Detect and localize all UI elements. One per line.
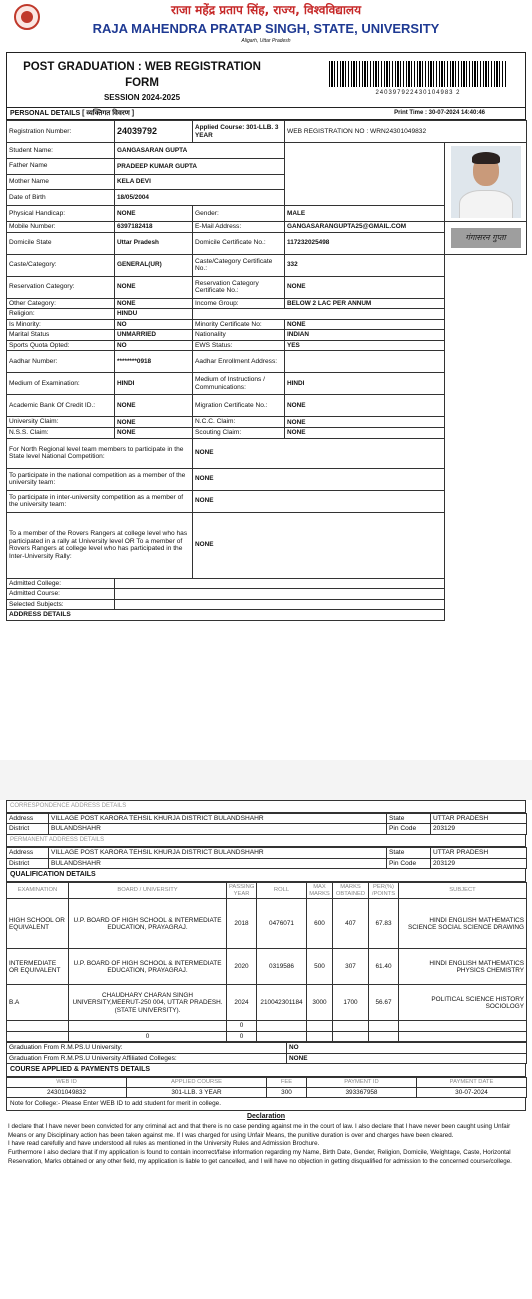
sports-value: NO	[115, 340, 193, 351]
form-title: POST GRADUATION : WEB REGISTRATION FORM	[23, 61, 261, 90]
pincode-label: Pin Code	[387, 858, 431, 869]
photo-cell	[445, 143, 527, 222]
col-header: ROLL	[257, 883, 307, 899]
print-row	[6, 108, 526, 120]
university-header	[6, 0, 526, 52]
minority-value: NO	[115, 319, 193, 330]
payment-table	[6, 1077, 527, 1098]
domicile-cert-label: Domicile Certificate No.:	[193, 232, 285, 254]
col-header: PER(%) /POINTS	[369, 883, 399, 899]
table-row	[7, 1031, 527, 1041]
cell: 0319586	[257, 949, 307, 985]
section-personal-title: PERSONAL DETAILS [ व्यक्तिगत विवरण ]	[10, 110, 135, 117]
university-claim-value: NONE	[115, 417, 193, 428]
print-time: Print Time : 30-07-2024 14:40:46	[394, 110, 485, 116]
medium-value: HINDI	[115, 373, 193, 395]
table-row	[7, 1021, 527, 1031]
district-label: District	[7, 824, 49, 835]
table-row	[7, 899, 527, 949]
cell: HIGH SCHOOL OR EQUIVALENT	[7, 899, 69, 949]
page-gap	[0, 760, 532, 800]
table-row	[7, 1053, 527, 1064]
q2-value: NONE	[193, 468, 445, 490]
permanent-address-title: PERMANENT ADDRESS DETAILS	[6, 835, 526, 847]
col-header: PAYMENT ID	[307, 1078, 417, 1088]
table-row	[7, 1088, 527, 1098]
cell: 307	[333, 949, 369, 985]
declaration-paragraph: I have read carefully and have understood all rules as mentioned in the University Rules and Admission Brochure.	[8, 1140, 320, 1148]
reg-value: 24039792	[115, 121, 193, 143]
cell: 61.40	[369, 949, 399, 985]
university-location: Aligarh, Uttar Pradesh	[241, 38, 291, 44]
qualification-table	[6, 882, 527, 1042]
cell	[307, 1021, 333, 1031]
perm-state-value: UTTAR PRADESH	[431, 847, 527, 858]
table-row	[7, 222, 527, 233]
q4-label: To a member of the Rovers Rangers at college level who has participated in a rally at University level OR To a member of Rovers Rangers at college level who has participated in the Inter-University Rally:	[7, 512, 193, 578]
payment-title: COURSE APPLIED & PAYMENTS DETAILS	[6, 1064, 526, 1077]
cell: 393367958	[307, 1088, 417, 1098]
cell: 0	[227, 1031, 257, 1041]
caste-cert-value: 332	[285, 254, 445, 276]
q1-label: For North Regional level team members to participate in the State level National Competition:	[7, 438, 193, 468]
cell: 67.83	[369, 899, 399, 949]
col-header: MAX MARKS	[307, 883, 333, 899]
student-photo	[451, 146, 521, 218]
marital-label: Marital Status	[7, 330, 115, 341]
correspondence-address-table	[6, 813, 527, 835]
col-header: PAYMENT DATE	[417, 1078, 527, 1088]
cell	[333, 1031, 369, 1041]
applied-course: Applied Course: 301-LLB. 3 YEAR	[193, 121, 285, 143]
selected-subjects-label: Selected Subjects:	[7, 599, 115, 610]
cell	[399, 1021, 527, 1031]
cell: 300	[267, 1088, 307, 1098]
migration-label: Migration Certificate No.:	[193, 395, 285, 417]
minority-cert-label: Minority Certificate No:	[193, 319, 285, 330]
table-row	[7, 143, 527, 159]
table-row	[7, 1043, 527, 1054]
migration-value: NONE	[285, 395, 445, 417]
gender-label: Gender:	[193, 206, 285, 222]
cell: 56.67	[369, 985, 399, 1021]
aadhar-label: Aadhar Number:	[7, 351, 115, 373]
graduation-table	[6, 1042, 527, 1064]
cell: 3000	[307, 985, 333, 1021]
cell: U.P. BOARD OF HIGH SCHOOL & INTERMEDIATE EDUCATION, PRAYAGRAJ.	[69, 949, 227, 985]
medium-instruction-value: HINDI	[285, 373, 445, 395]
reservation-value: NONE	[115, 276, 193, 298]
declaration-paragraph: I declare that I have never been convicted for any criminal act and that there is no case pending against me in the court of law. I also declare that I have never been caught using Unfair Means or any Disciplinary action has been taken against me. If I was charged for using Unfair Means, the punitive duration is over and charges have been cleared.	[8, 1122, 511, 1139]
dob-label: Date of Birth	[7, 190, 115, 206]
cell: 2020	[227, 949, 257, 985]
ews-label: EWS Status:	[193, 340, 285, 351]
mobile-label: Mobile Number:	[7, 222, 115, 233]
ncc-label: N.C.C. Claim:	[193, 417, 285, 428]
table-row	[7, 985, 527, 1021]
minority-label: Is Minority:	[7, 319, 115, 330]
registration-form-page-1	[6, 0, 526, 760]
corr-address-value: VILLAGE POST KARORA TEHSIL KHURJA DISTRICT BULANDSHAHR	[49, 813, 387, 824]
cell	[369, 1031, 399, 1041]
cell	[7, 1031, 69, 1041]
q4-value: NONE	[193, 512, 445, 578]
state-label: State	[387, 813, 431, 824]
cell: HINDI ENGLISH MATHEMATICS PHYSICS CHEMISTRY	[399, 949, 527, 985]
pincode-label: Pin Code	[387, 824, 431, 835]
marital-value: UNMARRIED	[115, 330, 193, 341]
cell	[69, 1021, 227, 1031]
scouting-value: NONE	[285, 428, 445, 439]
perm-district-value: BULANDSHAHR	[49, 858, 387, 869]
permanent-address-table	[6, 847, 527, 869]
cell	[307, 1031, 333, 1041]
registration-form-page-2	[6, 800, 526, 1295]
col-header: APPLIED COURSE	[127, 1078, 267, 1088]
email-value: GANGASARANGUPTA25@GMAIL.COM	[285, 222, 445, 233]
col-header: FEE	[267, 1078, 307, 1088]
reg-label: Registration Number:	[7, 121, 115, 143]
signature-cell	[445, 222, 527, 255]
state-label: State	[387, 847, 431, 858]
mother-name-label: Mother Name	[7, 174, 115, 190]
table-header-row	[7, 883, 527, 899]
university-claim-label: University Claim:	[7, 417, 115, 428]
correspondence-address-title: CORRESPONDENCE ADDRESS DETAILS	[6, 800, 526, 813]
student-name-label: Student Name:	[7, 143, 115, 159]
cell: 2018	[227, 899, 257, 949]
corr-district-value: BULANDSHAHR	[49, 824, 387, 835]
declaration-section	[6, 1111, 526, 1167]
father-name-value: PRADEEP KUMAR GUPTA	[115, 158, 285, 174]
university-name-hindi: राजा महेंद्र प्रताप सिंह, राज्य, विश्वविद्यालय	[170, 3, 362, 17]
university-name-english: RAJA MAHENDRA PRATAP SINGH, STATE, UNIVERSITY	[92, 21, 440, 36]
mobile-value: 6397182418	[115, 222, 193, 233]
email-label: E-Mail Address:	[193, 222, 285, 233]
scouting-label: Scouting Claim:	[193, 428, 285, 439]
session-label: SESSION 2024-2025	[103, 93, 181, 102]
cell: B.A	[7, 985, 69, 1021]
table-row	[7, 254, 527, 276]
cell: INTERMEDIATE OR EQUIVALENT	[7, 949, 69, 985]
dob-value: 18/05/2004	[115, 190, 285, 206]
cell: 0476071	[257, 899, 307, 949]
district-label: District	[7, 858, 49, 869]
domicile-value: Uttar Pradesh	[115, 232, 193, 254]
reservation-cert-value: NONE	[285, 276, 445, 298]
domicile-cert-value: 117232025498	[285, 232, 445, 254]
declaration-title: Declaration	[246, 1112, 286, 1120]
grad-rmpsu-label: Graduation From R.M.PS.U University:	[7, 1043, 287, 1054]
reservation-label: Reservation Category:	[7, 276, 115, 298]
minority-cert-value: NONE	[285, 319, 445, 330]
nationality-value: INDIAN	[285, 330, 445, 341]
father-name-label: Father Name	[7, 158, 115, 174]
address-details-title: ADDRESS DETAILS	[7, 610, 445, 621]
cell	[399, 1031, 527, 1041]
cell: CHAUDHARY CHARAN SINGH UNIVERSITY,MEERUT-250 004, UTTAR PRADESH. (STATE UNIVERSITY).	[69, 985, 227, 1021]
col-header: WEB ID	[7, 1078, 127, 1088]
q2-label: To participate in the national competition as a member of the university team:	[7, 468, 193, 490]
address-label: Address	[7, 847, 49, 858]
aadhar-enrollment-label: Aadhar Enrollment Address:	[193, 351, 285, 373]
perm-pincode-value: 203129	[431, 858, 527, 869]
handicap-value: NONE	[115, 206, 193, 222]
cell: 30-07-2024	[417, 1088, 527, 1098]
col-header: BOARD / UNIVERSITY	[69, 883, 227, 899]
ncc-value: NONE	[285, 417, 445, 428]
cell: POLITICAL SCIENCE HISTORY SOCIOLOGY	[399, 985, 527, 1021]
barcode	[329, 61, 507, 87]
cell: 0	[227, 1021, 257, 1031]
cell: HINDI ENGLISH MATHEMATICS SCIENCE SOCIAL SCIENCE DRAWING	[399, 899, 527, 949]
corr-pincode-value: 203129	[431, 824, 527, 835]
table-row	[7, 949, 527, 985]
barcode-number: 240397922430104983 2	[375, 90, 461, 96]
income-label: Income Group:	[193, 298, 285, 309]
grad-rmpsu-value: NO	[287, 1043, 527, 1054]
cell: 500	[307, 949, 333, 985]
col-header: SUBJECT	[399, 883, 527, 899]
cell: 301-LLB. 3 YEAR	[127, 1088, 267, 1098]
col-header: EXAMINATION	[7, 883, 69, 899]
cell	[257, 1021, 307, 1031]
q3-label: To participate in inter-university competition as a member of the university team:	[7, 490, 193, 512]
abc-label: Academic Bank Of Credit ID.:	[7, 395, 115, 417]
cell	[7, 1021, 69, 1031]
cell	[257, 1031, 307, 1041]
personal-details-table	[6, 120, 527, 621]
nss-value: NONE	[115, 428, 193, 439]
table-row	[7, 847, 527, 858]
abc-value: NONE	[115, 395, 193, 417]
cell: 1700	[333, 985, 369, 1021]
address-label: Address	[7, 813, 49, 824]
caste-label: Caste/Category:	[7, 254, 115, 276]
other-category-value: NONE	[115, 298, 193, 309]
table-row	[7, 858, 527, 869]
admitted-course-label: Admitted Course:	[7, 589, 115, 600]
aadhar-enrollment-value	[285, 351, 445, 373]
q1-value: NONE	[193, 438, 445, 468]
grad-affiliated-label: Graduation From R.M.PS.U University Affiliated Colleges:	[7, 1053, 287, 1064]
mother-name-value: KELA DEVI	[115, 174, 285, 190]
student-name-value: GANGASARAN GUPTA	[115, 143, 285, 159]
medium-label: Medium of Examination:	[7, 373, 115, 395]
col-header: PASSING YEAR	[227, 883, 257, 899]
cell: 0	[69, 1031, 227, 1041]
cell: U.P. BOARD OF HIGH SCHOOL & INTERMEDIATE EDUCATION, PRAYAGRAJ.	[69, 899, 227, 949]
table-row	[7, 824, 527, 835]
religion-label: Religion:	[7, 309, 115, 320]
web-registration-no: WEB REGISTRATION NO : WRN24301049832	[285, 121, 527, 143]
caste-cert-label: Caste/Category Certificate No.:	[193, 254, 285, 276]
domicile-label: Domicile State	[7, 232, 115, 254]
nationality-label: Nationality	[193, 330, 285, 341]
corr-state-value: UTTAR PRADESH	[431, 813, 527, 824]
admitted-college-label: Admitted College:	[7, 578, 115, 589]
perm-address-value: VILLAGE POST KARORA TEHSIL KHURJA DISTRICT BULANDSHAHR	[49, 847, 387, 858]
cell: 210042301184	[257, 985, 307, 1021]
col-header: MARKS OBTAINED	[333, 883, 369, 899]
cell	[333, 1021, 369, 1031]
gender-value: MALE	[285, 206, 445, 222]
income-value: BELOW 2 LAC PER ANNUM	[285, 298, 445, 309]
grad-affiliated-value: NONE	[287, 1053, 527, 1064]
religion-value: HINDU	[115, 309, 193, 320]
declaration-paragraph: Furthermore I also declare that if my application is found to contain incorrect/false information regarding my Name, Birth Date, Gender, Religion, Domicile, Weightage, Caste, Horizontal Reservation, Marks obtained or any other field, my application is liable to get cancelled, and I will have no objection in getting disqualified for admission to the concerned course/college.	[8, 1149, 512, 1165]
cell: 407	[333, 899, 369, 949]
medium-instruction-label: Medium of Instructions / Communications:	[193, 373, 285, 395]
cell: 24301049832	[7, 1088, 127, 1098]
caste-value: GENERAL(UR)	[115, 254, 193, 276]
reservation-cert-label: Reservation Category Certificate No.:	[193, 276, 285, 298]
table-row	[7, 813, 527, 824]
sports-label: Sports Quota Opted:	[7, 340, 115, 351]
handicap-label: Physical Handicap:	[7, 206, 115, 222]
aadhar-value: ********0918	[115, 351, 193, 373]
qualification-title: QUALIFICATION DETAILS	[6, 869, 526, 882]
cell: 2024	[227, 985, 257, 1021]
q3-value: NONE	[193, 490, 445, 512]
table-row	[7, 121, 527, 143]
cell	[369, 1021, 399, 1031]
nss-label: N.S.S. Claim:	[7, 428, 115, 439]
ews-value: YES	[285, 340, 445, 351]
form-title-box	[6, 52, 526, 108]
other-category-label: Other Category:	[7, 298, 115, 309]
table-header-row	[7, 1078, 527, 1088]
student-signature: गंगासरन गुप्ता	[451, 228, 521, 248]
cell: 600	[307, 899, 333, 949]
college-note: Note for College:- Please Enter WEB ID to add student for merit in college.	[6, 1098, 526, 1110]
